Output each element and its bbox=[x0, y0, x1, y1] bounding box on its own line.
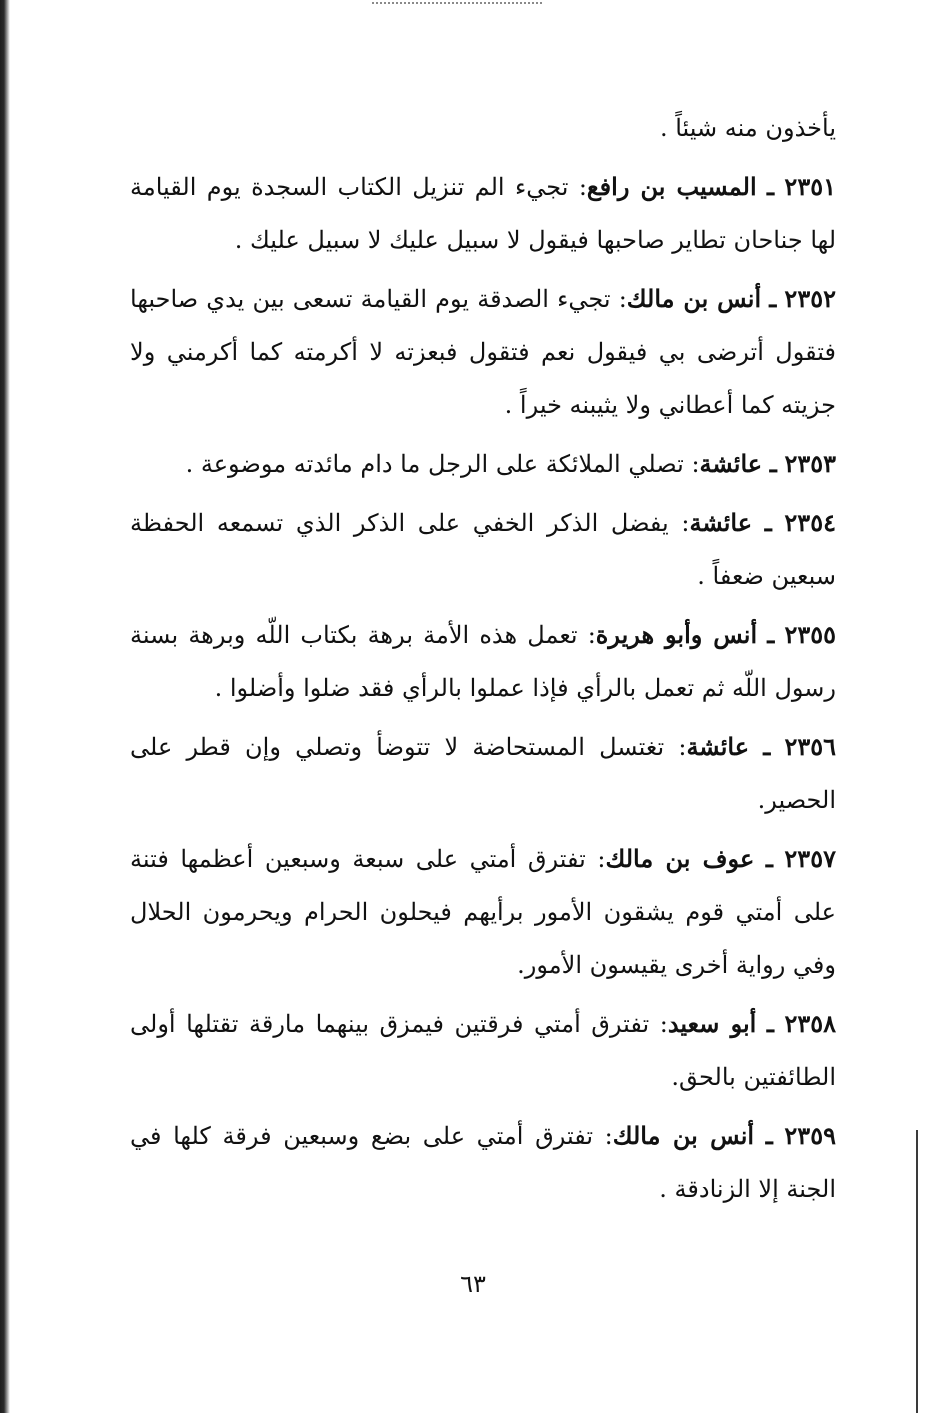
entry-dash: ـ bbox=[767, 620, 775, 649]
entry-text: يفضل الذكر الخفي على الذكر الذي تسمعه الحفظة سبعين ضعفاً . bbox=[130, 509, 836, 590]
entry-number: ٢٣٥٤ bbox=[784, 508, 836, 537]
entry-text: تجيء الصدقة يوم القيامة تسعى بين يدي صاحبها فتقول أترضى بي فيقول نعم فتقول فبعزته لا أكرمته كما أكرمني ولا جزيته كما أعطاني ولا يثيبنه خيراً . bbox=[130, 285, 836, 419]
entry-text: تصلي الملائكة على الرجل ما دام مائدته موضوعة . bbox=[185, 450, 684, 478]
narrator-colon: : bbox=[678, 733, 687, 761]
narrator-colon: : bbox=[681, 509, 690, 537]
entry-text: تجيء الم تنزيل الكتاب السجدة يوم القيامة لها جناحان تطاير صاحبها فيقول لا سبيل عليك لا سبيل عليك . bbox=[130, 173, 836, 254]
hadith-entry bbox=[130, 720, 836, 827]
hadith-entry bbox=[130, 997, 836, 1104]
entry-narrator: أنس بن مالك bbox=[612, 1121, 755, 1150]
page-body bbox=[130, 102, 836, 1221]
hadith-entry bbox=[130, 832, 836, 992]
narrator-colon: : bbox=[604, 1122, 613, 1150]
entry-narrator: المسيب بن رافع bbox=[586, 172, 757, 201]
entry-number: ٢٣٥٦ bbox=[784, 732, 836, 761]
entry-number: ٢٣٥٥ bbox=[784, 620, 836, 649]
entry-narrator: عائشة bbox=[686, 732, 750, 761]
entry-number: ٢٣٥١ bbox=[784, 172, 836, 201]
top-dotted-rule bbox=[372, 2, 542, 4]
hadith-entry bbox=[130, 272, 836, 432]
entry-dash: ـ bbox=[766, 1009, 774, 1038]
entry-text: تعمل هذه الأمة برهة بكتاب اللّه وبرهة بسنة رسول اللّه ثم تعمل بالرأي فإذا عملوا بالرأي فقد ضلوا وأضلوا . bbox=[130, 621, 836, 702]
hadith-entry bbox=[130, 160, 836, 267]
page-number: ٦٣ bbox=[460, 1270, 486, 1298]
entry-narrator: أنس بن مالك bbox=[626, 284, 762, 313]
entry-dash: ـ bbox=[769, 449, 777, 478]
hadith-entry bbox=[130, 608, 836, 715]
entry-text: تفترق أمتي على بضع وسبعين فرقة كلها في الجنة إلا الزنادقة . bbox=[130, 1122, 836, 1203]
entry-number: ٢٣٥٣ bbox=[784, 449, 836, 478]
entry-dash: ـ bbox=[769, 284, 777, 313]
entry-text: تغتسل المستحاضة لا تتوضأ وتصلي وإن قطر على الحصير. bbox=[130, 733, 836, 814]
entry-dash: ـ bbox=[765, 1121, 773, 1150]
entry-dash: ـ bbox=[765, 844, 773, 873]
narrator-colon: : bbox=[597, 845, 606, 873]
entry-narrator: عوف بن مالك bbox=[605, 844, 755, 873]
entry-text: تفترق أمتي على سبعة وسبعين أعظمها فتنة على أمتي قوم يشقون الأمور برأيهم فيحلون الحرام ويحرمون الحلال وفي رواية أخرى يقيسون الأمور. bbox=[130, 845, 836, 979]
entry-narrator: عائشة bbox=[699, 449, 763, 478]
entry-narrator: أنس وأبو هريرة bbox=[595, 620, 758, 649]
narrator-colon: : bbox=[659, 1010, 668, 1038]
entry-number: ٢٣٥٨ bbox=[784, 1009, 836, 1038]
narrator-colon: : bbox=[691, 450, 700, 478]
entry-narrator: أبو سعيد bbox=[667, 1009, 757, 1038]
narrator-colon: : bbox=[587, 621, 596, 649]
scan-left-edge bbox=[0, 0, 14, 1413]
narrator-colon: : bbox=[578, 173, 587, 201]
entry-number: ٢٣٥٢ bbox=[784, 284, 836, 313]
entry-number: ٢٣٥٧ bbox=[784, 844, 836, 873]
scan-right-edge-line bbox=[916, 1130, 918, 1413]
hadith-entry bbox=[130, 496, 836, 603]
narrator-colon: : bbox=[618, 285, 627, 313]
hadith-entry bbox=[130, 1109, 836, 1216]
entry-narrator: عائشة bbox=[689, 508, 753, 537]
entry-dash: ـ bbox=[763, 732, 771, 761]
entry-number: ٢٣٥٩ bbox=[784, 1121, 836, 1150]
continuation-line: يأخذون منه شيئاً . bbox=[659, 114, 836, 142]
entry-dash: ـ bbox=[767, 172, 775, 201]
hadith-entry bbox=[130, 437, 836, 491]
entry-dash: ـ bbox=[764, 508, 772, 537]
entry-text: تفترق أمتي فرقتين فيمزق بينهما مارقة تقتلها أولى الطائفتين بالحق. bbox=[130, 1010, 836, 1091]
